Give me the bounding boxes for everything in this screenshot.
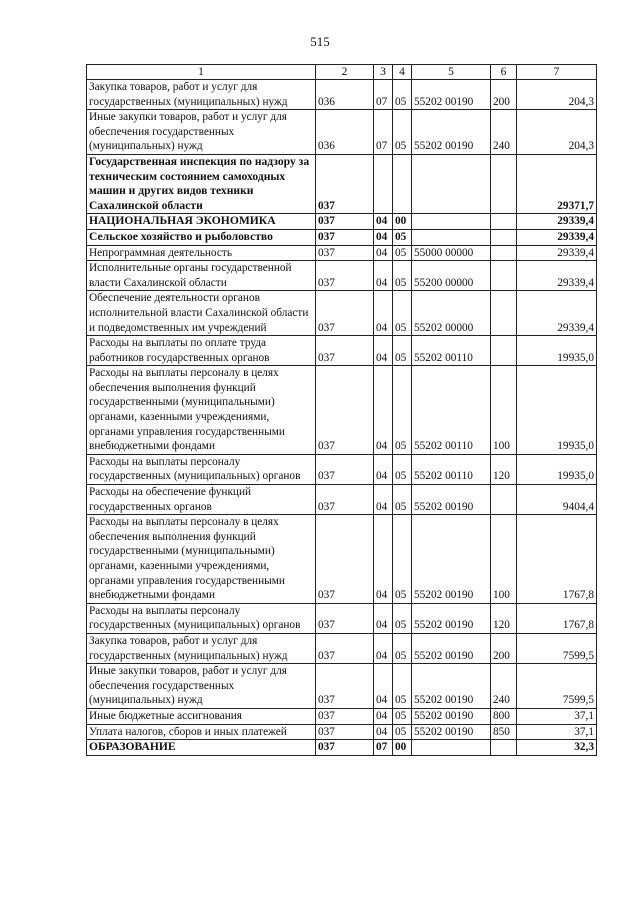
section-code-cell: 04 <box>374 664 393 709</box>
expense-type-cell <box>491 291 517 336</box>
target-article-cell <box>412 740 491 756</box>
expense-type-cell: 100 <box>491 366 517 455</box>
subsection-code-cell: 00 <box>393 214 412 230</box>
budget-table <box>86 64 597 756</box>
amount-cell: 1767,8 <box>517 603 597 633</box>
section-code-cell: 04 <box>374 515 393 604</box>
row-name-cell: Сельское хозяйство и рыболовство <box>87 229 316 245</box>
target-article-cell: 55000 00000 <box>412 245 491 261</box>
subsection-code-cell: 05 <box>393 336 412 366</box>
table-row <box>87 80 597 110</box>
column-header: 6 <box>491 65 517 80</box>
expense-type-cell: 240 <box>491 664 517 709</box>
expense-type-cell: 120 <box>491 603 517 633</box>
subsection-code-cell: 05 <box>393 454 412 484</box>
row-name-cell: Закупка товаров, работ и услуг для государственных (муниципальных) нужд <box>87 633 316 663</box>
expense-type-cell: 200 <box>491 80 517 110</box>
table-row <box>87 633 597 663</box>
amount-cell: 204,3 <box>517 110 597 155</box>
ved-code-cell: 037 <box>316 664 374 709</box>
ved-code-cell: 036 <box>316 80 374 110</box>
target-article-cell: 55202 00190 <box>412 515 491 604</box>
target-article-cell: 55202 00190 <box>412 724 491 740</box>
amount-cell: 19935,0 <box>517 336 597 366</box>
subsection-code-cell: 05 <box>393 633 412 663</box>
ved-code-cell: 037 <box>316 485 374 515</box>
ved-code-cell: 037 <box>316 603 374 633</box>
target-article-cell: 55202 00190 <box>412 603 491 633</box>
amount-cell: 29371,7 <box>517 154 597 213</box>
section-code-cell: 04 <box>374 366 393 455</box>
subsection-code-cell <box>393 154 412 213</box>
table-row <box>87 664 597 709</box>
target-article-cell <box>412 154 491 213</box>
subsection-code-cell: 05 <box>393 229 412 245</box>
expense-type-cell <box>491 261 517 291</box>
table-row <box>87 454 597 484</box>
section-code-cell: 04 <box>374 633 393 663</box>
amount-cell: 7599,5 <box>517 633 597 663</box>
section-code-cell: 04 <box>374 485 393 515</box>
page-number: 515 <box>310 34 330 49</box>
row-name-cell: НАЦИОНАЛЬНАЯ ЭКОНОМИКА <box>87 214 316 230</box>
ved-code-cell: 037 <box>316 154 374 213</box>
table-row <box>87 261 597 291</box>
target-article-cell: 55200 00000 <box>412 261 491 291</box>
amount-cell: 37,1 <box>517 708 597 724</box>
expense-type-cell: 240 <box>491 110 517 155</box>
column-header: 7 <box>517 65 597 80</box>
subsection-code-cell: 05 <box>393 603 412 633</box>
row-name-cell: Исполнительные органы государственной власти Сахалинской области <box>87 261 316 291</box>
subsection-code-cell: 05 <box>393 724 412 740</box>
section-code-cell: 04 <box>374 603 393 633</box>
section-code-cell: 07 <box>374 110 393 155</box>
target-article-cell: 55202 00190 <box>412 708 491 724</box>
section-code-cell: 07 <box>374 740 393 756</box>
target-article-cell: 55202 00190 <box>412 110 491 155</box>
column-header: 4 <box>393 65 412 80</box>
section-code-cell: 07 <box>374 80 393 110</box>
expense-type-cell <box>491 485 517 515</box>
subsection-code-cell: 05 <box>393 261 412 291</box>
amount-cell: 32,3 <box>517 740 597 756</box>
section-code-cell: 04 <box>374 245 393 261</box>
section-code-cell: 04 <box>374 454 393 484</box>
row-name-cell: Иные закупки товаров, работ и услуг для обеспечения государственных (муниципальных) нужд <box>87 110 316 155</box>
section-code-cell: 04 <box>374 291 393 336</box>
ved-code-cell: 037 <box>316 740 374 756</box>
row-name-cell: ОБРАЗОВАНИЕ <box>87 740 316 756</box>
amount-cell: 19935,0 <box>517 454 597 484</box>
amount-cell: 29339,4 <box>517 229 597 245</box>
table-row <box>87 245 597 261</box>
ved-code-cell: 037 <box>316 229 374 245</box>
subsection-code-cell: 05 <box>393 80 412 110</box>
section-code-cell: 04 <box>374 229 393 245</box>
amount-cell: 1767,8 <box>517 515 597 604</box>
column-header: 1 <box>87 65 316 80</box>
row-name-cell: Расходы на выплаты персоналу государственных (муниципальных) органов <box>87 603 316 633</box>
section-code-cell: 04 <box>374 261 393 291</box>
amount-cell: 29339,4 <box>517 214 597 230</box>
ved-code-cell: 037 <box>316 261 374 291</box>
amount-cell: 29339,4 <box>517 261 597 291</box>
subsection-code-cell: 05 <box>393 245 412 261</box>
expense-type-cell <box>491 154 517 213</box>
expense-type-cell <box>491 245 517 261</box>
expense-type-cell: 120 <box>491 454 517 484</box>
row-name-cell: Расходы на выплаты персоналу в целях обеспечения выполнения функций государственными (муниципальными) органами, казенными учреждениями, органами управления государственными внебюджетными фондами <box>87 515 316 604</box>
target-article-cell: 55202 00190 <box>412 633 491 663</box>
column-header: 3 <box>374 65 393 80</box>
section-code-cell: 04 <box>374 724 393 740</box>
ved-code-cell: 037 <box>316 724 374 740</box>
ved-code-cell: 036 <box>316 110 374 155</box>
ved-code-cell: 037 <box>316 515 374 604</box>
subsection-code-cell: 00 <box>393 740 412 756</box>
row-name-cell: Закупка товаров, работ и услуг для государственных (муниципальных) нужд <box>87 80 316 110</box>
expense-type-cell <box>491 229 517 245</box>
row-name-cell: Уплата налогов, сборов и иных платежей <box>87 724 316 740</box>
subsection-code-cell: 05 <box>393 110 412 155</box>
table-row <box>87 214 597 230</box>
table-row <box>87 110 597 155</box>
ved-code-cell: 037 <box>316 366 374 455</box>
amount-cell: 29339,4 <box>517 291 597 336</box>
amount-cell: 204,3 <box>517 80 597 110</box>
target-article-cell: 55202 00190 <box>412 485 491 515</box>
table-row <box>87 708 597 724</box>
target-article-cell <box>412 214 491 230</box>
row-name-cell: Обеспечение деятельности органов исполнительной власти Сахалинской области и подведомственных им учреждений <box>87 291 316 336</box>
expense-type-cell: 100 <box>491 515 517 604</box>
target-article-cell: 55202 00110 <box>412 454 491 484</box>
target-article-cell: 55202 00190 <box>412 80 491 110</box>
subsection-code-cell: 05 <box>393 664 412 709</box>
row-name-cell: Иные бюджетные ассигнования <box>87 708 316 724</box>
target-article-cell: 55202 00110 <box>412 366 491 455</box>
expense-type-cell <box>491 336 517 366</box>
table-row <box>87 724 597 740</box>
table-row <box>87 740 597 756</box>
target-article-cell: 55202 00000 <box>412 291 491 336</box>
ved-code-cell: 037 <box>316 245 374 261</box>
row-name-cell: Государственная инспекция по надзору за техническим состоянием самоходных машин и других видов техники Сахалинской области <box>87 154 316 213</box>
ved-code-cell: 037 <box>316 708 374 724</box>
subsection-code-cell: 05 <box>393 366 412 455</box>
section-code-cell: 04 <box>374 336 393 366</box>
row-name-cell: Расходы на выплаты персоналу в целях обеспечения выполнения функций государственными (муниципальными) органами, казенными учреждениями, органами управления государственными внебюджетными фондами <box>87 366 316 455</box>
amount-cell: 19935,0 <box>517 366 597 455</box>
ved-code-cell: 037 <box>316 291 374 336</box>
subsection-code-cell: 05 <box>393 708 412 724</box>
expense-type-cell: 850 <box>491 724 517 740</box>
amount-cell: 9404,4 <box>517 485 597 515</box>
ved-code-cell: 037 <box>316 633 374 663</box>
column-header: 2 <box>316 65 374 80</box>
table-row <box>87 229 597 245</box>
target-article-cell <box>412 229 491 245</box>
table-row <box>87 515 597 604</box>
ved-code-cell: 037 <box>316 454 374 484</box>
table-row <box>87 154 597 213</box>
subsection-code-cell: 05 <box>393 291 412 336</box>
target-article-cell: 55202 00110 <box>412 336 491 366</box>
expense-type-cell <box>491 740 517 756</box>
expense-type-cell: 800 <box>491 708 517 724</box>
amount-cell: 7599,5 <box>517 664 597 709</box>
column-numbers-row <box>87 65 597 80</box>
table-body <box>87 80 597 756</box>
ved-code-cell: 037 <box>316 214 374 230</box>
amount-cell: 29339,4 <box>517 245 597 261</box>
ved-code-cell: 037 <box>316 336 374 366</box>
row-name-cell: Расходы на обеспечение функций государственных органов <box>87 485 316 515</box>
table-row <box>87 366 597 455</box>
subsection-code-cell: 05 <box>393 485 412 515</box>
section-code-cell: 04 <box>374 214 393 230</box>
table-row <box>87 485 597 515</box>
target-article-cell: 55202 00190 <box>412 664 491 709</box>
amount-cell: 37,1 <box>517 724 597 740</box>
table-row <box>87 603 597 633</box>
row-name-cell: Расходы на выплаты персоналу государственных (муниципальных) органов <box>87 454 316 484</box>
expense-type-cell: 200 <box>491 633 517 663</box>
subsection-code-cell: 05 <box>393 515 412 604</box>
section-code-cell <box>374 154 393 213</box>
expense-type-cell <box>491 214 517 230</box>
table-row <box>87 336 597 366</box>
row-name-cell: Иные закупки товаров, работ и услуг для обеспечения государственных (муниципальных) нужд <box>87 664 316 709</box>
row-name-cell: Расходы на выплаты по оплате труда работников государственных органов <box>87 336 316 366</box>
table-row <box>87 291 597 336</box>
section-code-cell: 04 <box>374 708 393 724</box>
row-name-cell: Непрограммная деятельность <box>87 245 316 261</box>
column-header: 5 <box>412 65 491 80</box>
